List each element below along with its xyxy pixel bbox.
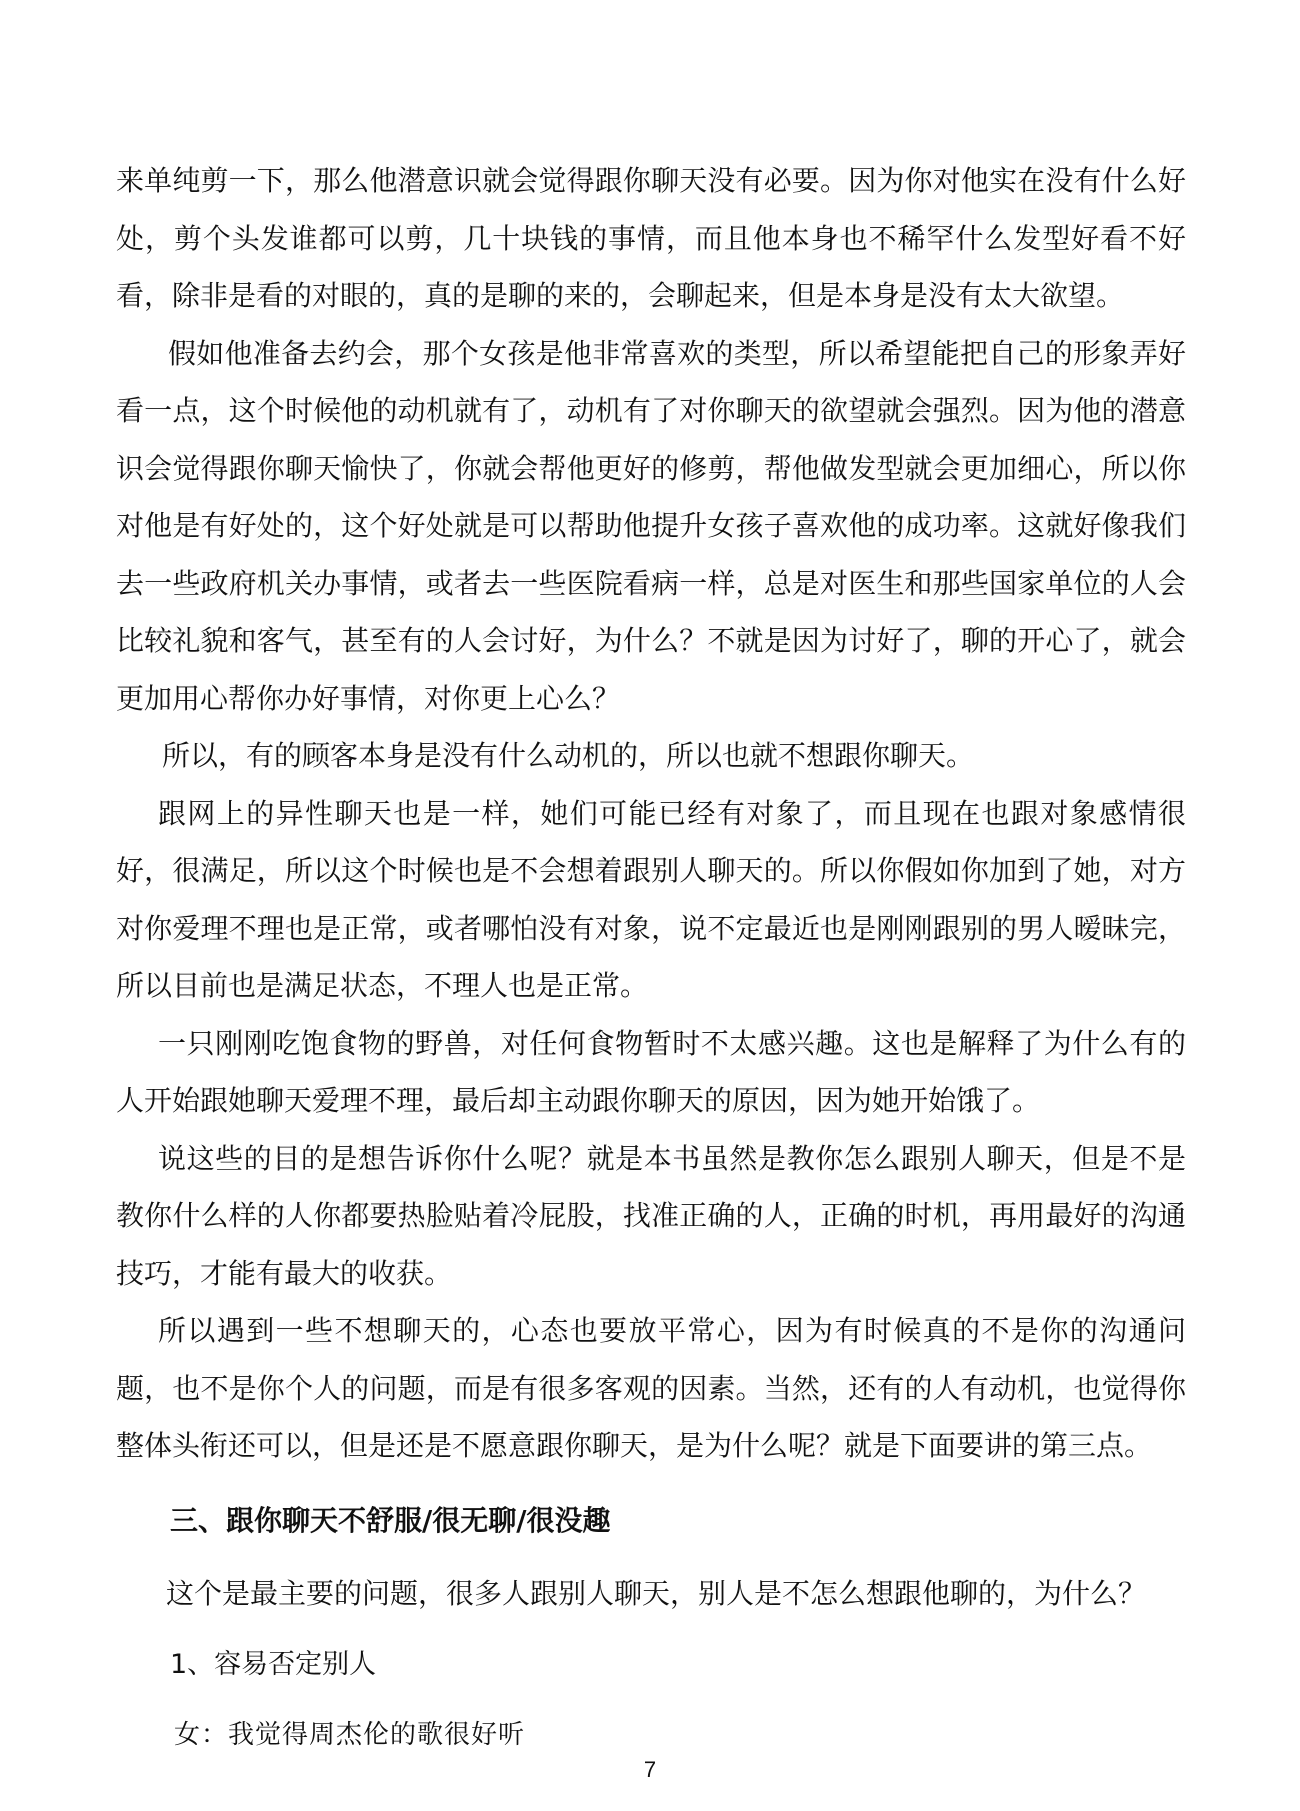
paragraph: 跟网上的异性聊天也是一样，她们可能已经有对象了，而且现在也跟对象感情很好，很满足，所以这个时候也是不会想着跟别人聊天的。所以你假如你加到了她，对方对你爱理不理也是正常，或者哪怕没有对象，说不定最近也是刚刚跟别的男人暧昧完，所以目前也是满足状态，不理人也是正常。	[116, 796, 1186, 1002]
paragraph: 一只刚刚吃饱食物的野兽，对任何食物暂时不太感兴趣。这也是解释了为什么有的人开始跟她聊天爱理不理，最后却主动跟你聊天的原因，因为她开始饿了。	[116, 1026, 1186, 1117]
section-intro: 这个是最主要的问题，很多人跟别人聊天，别人是不怎么想跟他聊的，为什么？	[166, 1576, 1147, 1610]
paragraph: 来单纯剪一下，那么他潜意识就会觉得跟你聊天没有必要。因为你对他实在没有什么好处，剪个头发谁都可以剪，几十块钱的事情，而且他本身也不稀罕什么发型好看不好看，除非是看的对眼的，真的是聊的来的，会聊起来，但是本身是没有太大欲望。	[116, 164, 1186, 312]
paragraph: 所以，有的顾客本身是没有什么动机的，所以也就不想跟你聊天。	[162, 739, 975, 772]
paragraph: 说这些的目的是想告诉你什么呢？就是本书虽然是教你怎么跟别人聊天，但是不是教你什么样的人你都要热脸贴着冷屁股，找准正确的人，正确的时机，再用最好的沟通技巧，才能有最大的收获。	[116, 1141, 1186, 1290]
paragraph: 所以遇到一些不想聊天的，心态也要放平常心，因为有时候真的不是你的沟通问题，也不是你个人的问题，而是有很多客观的因素。当然，还有的人有动机，也觉得你整体头衔还可以，但是还是不愿意跟你聊天，是为什么呢？就是下面要讲的第三点。	[116, 1314, 1186, 1462]
sub-heading: 1、容易否定别人	[170, 1648, 377, 1680]
page-number: 7	[643, 1757, 657, 1782]
paragraph: 假如他准备去约会，那个女孩是他非常喜欢的类型，所以希望能把自己的形象弄好看一点，这个时候他的动机就有了，动机有了对你聊天的欲望就会强烈。因为他的潜意识会觉得跟你聊天愉快了，你就会帮他更好的修剪，帮他做发型就会更加细心，所以你对他是有好处的，这个好处就是可以帮助他提升女孩子喜欢他的成功率。这就好像我们去一些政府机关办事情，或者去一些医院看病一样，总是对医生和那些国家单位的人会比较礼貌和客气，甚至有的人会讨好，为什么？不就是因为讨好了，聊的开心了，就会更加用心帮你办好事情，对你更上心么？	[116, 336, 1186, 715]
dialogue-line: 女：我觉得周杰伦的歌很好听	[174, 1719, 526, 1750]
document-body	[116, 152, 1186, 1764]
section-heading: 三、跟你聊天不舒服/很无聊/很没趣	[170, 1503, 611, 1537]
